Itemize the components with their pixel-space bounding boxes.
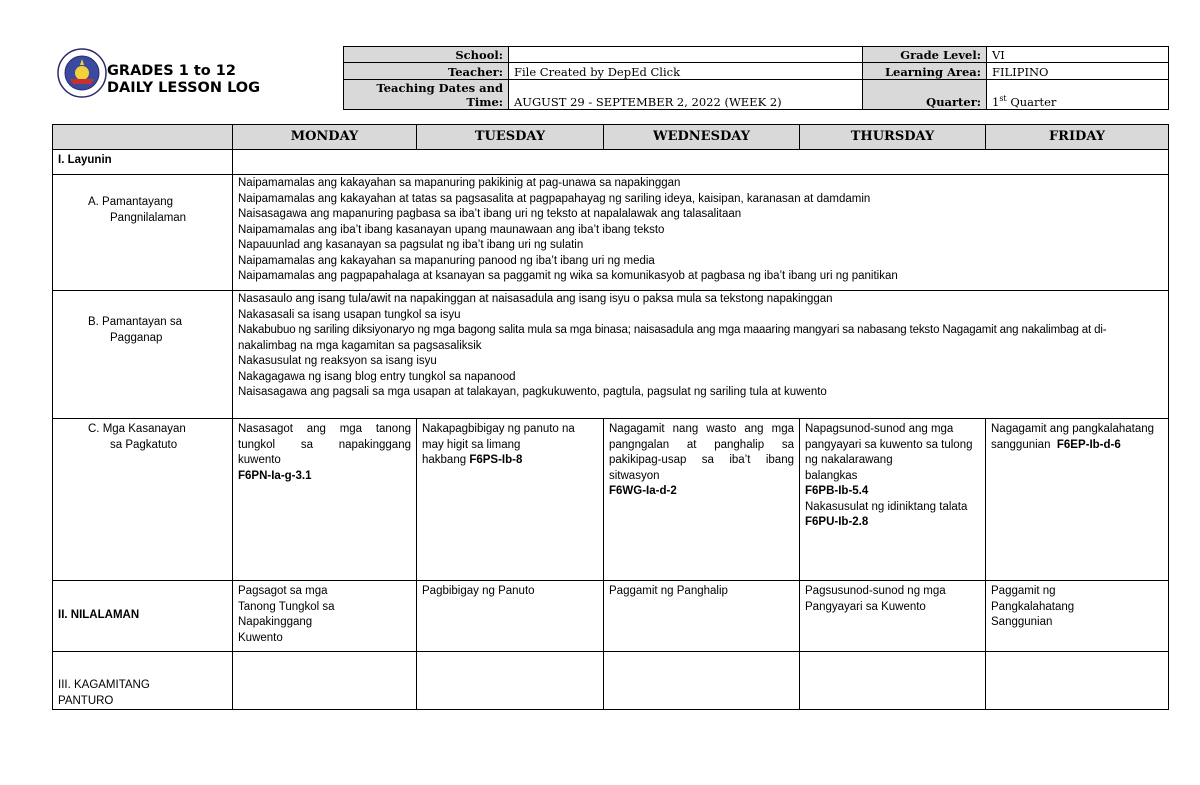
kasanayan-tuesday [417,419,604,581]
grade-level-label: Grade Level: [863,47,987,63]
kasanayan-thursday-line: ng nakalarawang [805,454,893,466]
pagganap-label-line2: Pagganap [110,331,163,344]
day-header-tuesday: TUESDAY [417,125,604,150]
nilalaman-tuesday-line: Pagbibigay ng Panuto [422,585,535,597]
kasanayan-thursday-code2: F6PU-Ib-2.8 [805,516,869,528]
kasanayan-friday-line: Nagagamit ang pangkalahatang [991,423,1155,435]
pamantayang-label-line1: A. Pamantayang [88,196,174,208]
performance-standard-line: Nakagagawa ng isang blog entry tungkol sa napanood [238,370,516,383]
kasanayan-monday-text: Nasasagot ang mga tanong tungkol sa napakinggang kuwento [238,423,411,466]
nilalaman-thursday [800,581,986,652]
content-standard-line: Naipamamalas ang kakayahan sa mapanuring pakikinig at pag-unawa sa napakinggan [238,177,681,189]
pamantayang-pangnilalaman-label [53,175,233,291]
kasanayan-wednesday-code: F6WG-Ia-d-2 [609,485,677,497]
kasanayan-friday-line [991,438,1163,454]
kagamitang-label-line1: III. KAGAMITANG [58,679,150,691]
kasanayan-wednesday-text: Nagagamit nang wasto ang mga pangngalan at panghalip sa pakikipag-usap sa iba’t ibang sitwasyon [609,423,794,482]
performance-standard-line: Nasasaulo ang isang tula/awit na napakinggan at naisasadula ang isang isyu o paksa mula sa tekstong napakinggan [238,293,833,305]
layunin-label: I. Layunin [53,150,233,175]
nilalaman-monday-line: Pagsagot sa mga [238,585,328,597]
day-header-thursday: THURSDAY [800,125,986,150]
quarter-word: Quarter [1010,95,1057,109]
kasanayan-thursday-line: pangyayari sa kuwento sa tulong [805,438,973,451]
kasanayan-friday-text: sanggunian [991,438,1051,451]
performance-standard-line: Nakabubuo ng sariling diksiyonaryo ng mga bagong salita mula sa mga binasa; naisasadula ang mga maaaring mangyari sa nabasang teksto Nagagamit ang nakalimbag at di- [238,324,1107,336]
pamantayan-sa-pagganap-label [53,291,233,419]
pamantayan-sa-pagganap-row [53,291,1169,419]
quarter-label: Quarter: [863,79,987,110]
nilalaman-monday [233,581,417,652]
kasanayan-tuesday-text: hakbang [422,454,467,466]
kasanayan-row [53,419,1169,581]
kasanayan-label-line1: C. Mga Kasanayan [88,423,186,435]
pagganap-label-line1: B. Pamantayan sa [88,316,182,328]
content-standard-line: Naipamamalas ang kakayahan at tatas sa pagsasalita at pagpapahayag ng sariling ideya, kaisipan, karanasan at damdamin [238,192,871,205]
nilalaman-friday [986,581,1169,652]
teaching-dates-label-line1: Teaching Dates and [376,81,503,95]
quarter-value [987,79,1169,110]
kasanayan-friday-code: F6EP-Ib-d-6 [1056,438,1121,451]
kasanayan-wednesday [604,419,800,581]
title-line-1: GRADES 1 to 12 [107,63,236,79]
nilalaman-friday-line: Pangkalahatang [991,600,1075,613]
nilalaman-friday-line: Sanggunian [991,616,1053,628]
content-standard-line: Naipamamalas ang kakayahan sa mapanuring panood ng iba’t ibang uri ng media [238,254,655,267]
kagamitang-label-line2: PANTURO [58,694,114,707]
kasanayan-tuesday-line: Nakapagbibigay ng panuto na [422,423,575,435]
school-label: School: [344,47,509,63]
content-standard-line: Naipamamalas ang pagpapahalaga at ksanayan sa paggamit ng wika sa komunikasyob at pagbasa ng iba’t ibang uri ng panitikan [238,270,898,282]
learning-area-value: FILIPINO [987,63,1169,79]
kasanayan-tuesday-code: F6PS-Ib-8 [469,454,523,466]
nilalaman-label [53,581,233,652]
teaching-dates-label [344,79,509,110]
deped-seal-logo [57,48,107,98]
teacher-value: File Created by DepEd Click [509,63,863,79]
kasanayan-thursday-line: balangkas [805,469,858,482]
kagamitang-row [53,652,1169,710]
kasanayan-thursday-line: Napagsunod-sunod ang mga [805,423,954,435]
layunin-content [233,150,1169,175]
content-standard-line: Naipamamalas ang iba’t ibang kasanayan upang maunawaan ang iba’t ibang teksto [238,223,665,236]
quarter-number: 1 [992,95,1000,109]
nilalaman-row [53,581,1169,652]
kasanayan-monday [233,419,417,581]
pamantayang-label-line2: Pangnilalaman [110,211,187,224]
learning-area-label: Learning Area: [863,63,987,79]
kagamitang-friday [986,652,1169,710]
layunin-row [53,150,1169,175]
content-standard-line: Naisasagawa ang mapanuring pagbasa sa iba’t ibang uri ng teksto at napalalawak ang talasalitaan [238,208,742,220]
kasanayan-thursday-text2: Nakasusulat ng idiniktang talata [805,500,968,513]
performance-standard-line: nakalimbag na mga kagamitan sa pagsasaliksik [238,339,482,352]
kagamitang-thursday [800,652,986,710]
corner-header-cell [53,125,233,150]
kasanayan-thursday [800,419,986,581]
quarter-suffix: st [999,94,1007,104]
nilalaman-wednesday [604,581,800,652]
school-value [509,47,863,63]
teacher-label: Teacher: [344,63,509,79]
kasanayan-label-line2: sa Pagkatuto [110,438,178,451]
nilalaman-friday-line: Paggamit ng [991,585,1056,597]
header-info-table [343,46,1169,110]
performance-standard-line: Nakasusulat ng reaksyon sa isang isyu [238,355,437,367]
kagamitang-tuesday [417,652,604,710]
nilalaman-monday-line: Kuwento [238,631,283,644]
nilalaman-thursday-line: Pagsusunod-sunod ng mga [805,585,946,597]
pamantayang-pangnilalaman-content [233,175,1169,291]
nilalaman-monday-line: Napakinggang [238,616,313,628]
performance-standard-line: Nakasasali sa isang usapan tungkol sa isyu [238,308,461,321]
pamantayan-sa-pagganap-content [233,291,1169,419]
kasanayan-friday [986,419,1169,581]
nilalaman-wednesday-line: Paggamit ng Panghalip [609,585,728,597]
day-header-monday: MONDAY [233,125,417,150]
title-line-2: DAILY LESSON LOG [107,80,261,96]
teaching-dates-value: AUGUST 29 - SEPTEMBER 2, 2022 (WEEK 2) [509,79,863,110]
kagamitang-wednesday [604,652,800,710]
kasanayan-tuesday-line: may higit sa limang [422,438,521,451]
kasanayan-monday-code: F6PN-Ia-g-3.1 [238,469,312,482]
page-title [107,63,260,97]
nilalaman-monday-line: Tanong Tungkol sa [238,600,335,613]
lesson-log-table [52,124,1169,710]
nilalaman-label-text: II. NILALAMAN [58,609,140,622]
content-standard-line: Napauunlad ang kasanayan sa pagsulat ng iba’t ibang uri ng sulatin [238,239,584,251]
day-header-wednesday: WEDNESDAY [604,125,800,150]
grade-level-value: VI [987,47,1169,63]
kasanayan-thursday-code1: F6PB-Ib-5.4 [805,485,869,497]
pamantayang-pangnilalaman-row [53,175,1169,291]
kasanayan-tuesday-line [422,453,598,469]
kagamitang-label [53,652,233,710]
kasanayan-label [53,419,233,581]
kagamitang-monday [233,652,417,710]
day-header-friday: FRIDAY [986,125,1169,150]
nilalaman-tuesday [417,581,604,652]
performance-standard-line: Naisasagawa ang pagsali sa mga usapan at talakayan, pagkukuwento, pagtula, pagsulat ng sariling tula at kuwento [238,386,827,398]
nilalaman-thursday-line: Pangyayari sa Kuwento [805,600,926,613]
teaching-dates-label-line2: Time: [466,95,503,109]
